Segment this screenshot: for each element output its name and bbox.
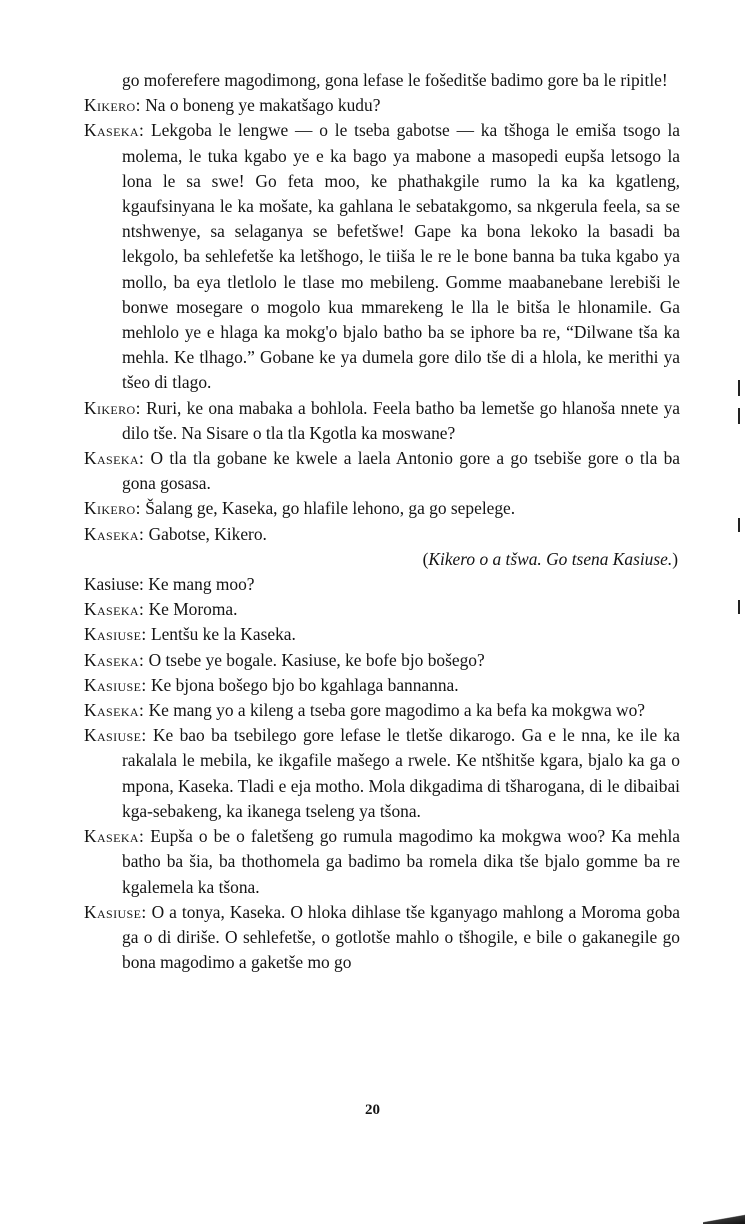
stage-direction-text: Kikero o a tšwa. Go tsena Kasiuse.	[428, 548, 673, 569]
line-text: O a tonya, Kaseka. O hloka dihlase tše kganyago mahlong a Moroma goba ga o di diriše. O sehlefetše, o gotlotše mahlo o tšhogile, e bile o gakanegile go bona magodimo a gaketše mo go	[122, 901, 680, 973]
speaker-name: Kikero:	[84, 397, 141, 418]
line-text: Gabotse, Kikero.	[148, 523, 267, 544]
line-text: Šalang ge, Kaseka, go hlafile lehono, ga go sepelege.	[145, 498, 516, 519]
speaker-name: Kasiuse:	[84, 901, 147, 922]
speaker-name: Kasiuse:	[84, 725, 147, 746]
speaker-name: Kasiuse:	[84, 574, 144, 595]
stage-direction-close: )	[672, 548, 678, 569]
dialogue-line	[84, 648, 680, 673]
scan-corner-shadow	[703, 1214, 745, 1224]
dialogue-line	[84, 597, 680, 622]
play-text	[84, 68, 680, 975]
speaker-name: Kasiuse:	[84, 624, 147, 645]
margin-mark	[738, 380, 740, 396]
speaker-name: Kaseka:	[84, 448, 145, 469]
speaker-name: Kaseka:	[84, 523, 145, 544]
line-text: Lekgoba le lengwe — o le tseba gabotse — ka tšhoga le emiša tsogo la molema, le tuka kgabo ye e ka bago ya mabone a masopedi eupša letsogo la lona le sa swe! Go feta moo, ke phathakgile rumo la ka ka kgatleng, kgaufsinyana le ka mošate, ka gahlana le sebatakgomo, sa nkgerula feela, sa se ntshwenye, sa selaganya se befetšwe! Gape ka bona lekoko la basadi ba lekgolo, ba sehlefetše ka letšhogo, le tiiša le re le bone banna ba tuka kgabo ya mollo, ba eya tletlolo le tlase mo mebileng. Gomme maabanebane lerebiši le bonwe mosegare o mogolo kua mmarekeng le lla le bitša le hlonamile. Ga mehlolo ye e hlaga ka mokg'o bjalo batho ba se iphore ba re, “Dilwane tša ka mehla. Ke tlhago.” Gobane ke ya dumela gore dilo tše di a hlola, ke merithi ya tšeo di tlago.	[122, 120, 680, 393]
margin-mark	[738, 408, 740, 424]
stage-direction-open: (	[422, 548, 429, 569]
margin-mark	[738, 518, 740, 532]
line-text: Lentšu ke la Kaseka.	[150, 624, 296, 645]
dialogue-line	[84, 93, 680, 118]
dialogue-line	[84, 396, 680, 446]
speaker-name: Kaseka:	[84, 649, 145, 670]
stage-direction	[84, 547, 680, 572]
line-text: Eupša o be o faletšeng go rumula magodimo ka mokgwa woo? Ka mehla batho ba šia, ba thothomela ga badimo ba romela dika tše bjalo gomme ba re kgalemela ka tšona.	[122, 826, 680, 897]
line-text: O tsebe ye bogale. Kasiuse, ke bofe bjo bošego?	[148, 649, 485, 670]
dialogue-line	[84, 698, 680, 723]
speaker-name: Kaseka:	[84, 826, 145, 847]
line-text: go moferefere magodimong, gona lefase le fošeditše badimo gore ba le ripitle!	[122, 70, 668, 90]
dialogue-line	[84, 68, 680, 93]
dialogue-line	[84, 572, 680, 597]
margin-mark	[738, 600, 740, 614]
speaker-name: Kikero:	[84, 95, 141, 116]
speaker-name: Kaseka:	[84, 700, 145, 721]
line-text: Ke Moroma.	[148, 599, 238, 620]
dialogue-line	[84, 824, 680, 900]
dialogue-line	[84, 446, 680, 496]
dialogue-line	[84, 673, 680, 698]
line-text: Ke mang moo?	[148, 574, 255, 595]
speaker-name: Kasiuse:	[84, 674, 147, 695]
page-number: 20	[365, 1102, 380, 1118]
dialogue-line	[84, 723, 680, 824]
speaker-name: Kaseka:	[84, 599, 145, 620]
dialogue-line	[84, 622, 680, 647]
dialogue-line	[84, 900, 680, 976]
line-text: Ke bao ba tsebilego gore lefase le tletše dikarogo. Ga e le nna, ke ile ka rakalala le mebila, ke ikgafile mašego a rwele. Ke ntšhitše kgara, bjalo ka ga o mpona, Kaseka. Tladi e eja motho. Mola dikgadima di tšharogana, di le dibaibai kga-sebakeng, ka ikanega tseleng ya tšona.	[122, 725, 680, 821]
line-text: Ke bjona bošego bjo bo kgahlaga bannanna.	[150, 674, 459, 695]
line-text: O tla tla gobane ke kwele a laela Antonio gore a go tsebiše gore o tla ba gona gosasa.	[122, 448, 680, 494]
dialogue-line	[84, 118, 680, 395]
dialogue-line	[84, 522, 680, 547]
dialogue-line	[84, 496, 680, 521]
line-text: Ke mang yo a kileng a tseba gore magodimo a ka befa ka mokgwa wo?	[148, 700, 645, 721]
speaker-name: Kaseka:	[84, 120, 145, 141]
speaker-name: Kikero:	[84, 498, 141, 519]
line-text: Na o boneng ye makatšago kudu?	[145, 95, 381, 116]
line-text: Ruri, ke ona mabaka a bohlola. Feela batho ba lemetše go hlanoša nnete ya dilo tše. Na Sisare o tla tla Kgotla ka moswane?	[122, 397, 680, 443]
